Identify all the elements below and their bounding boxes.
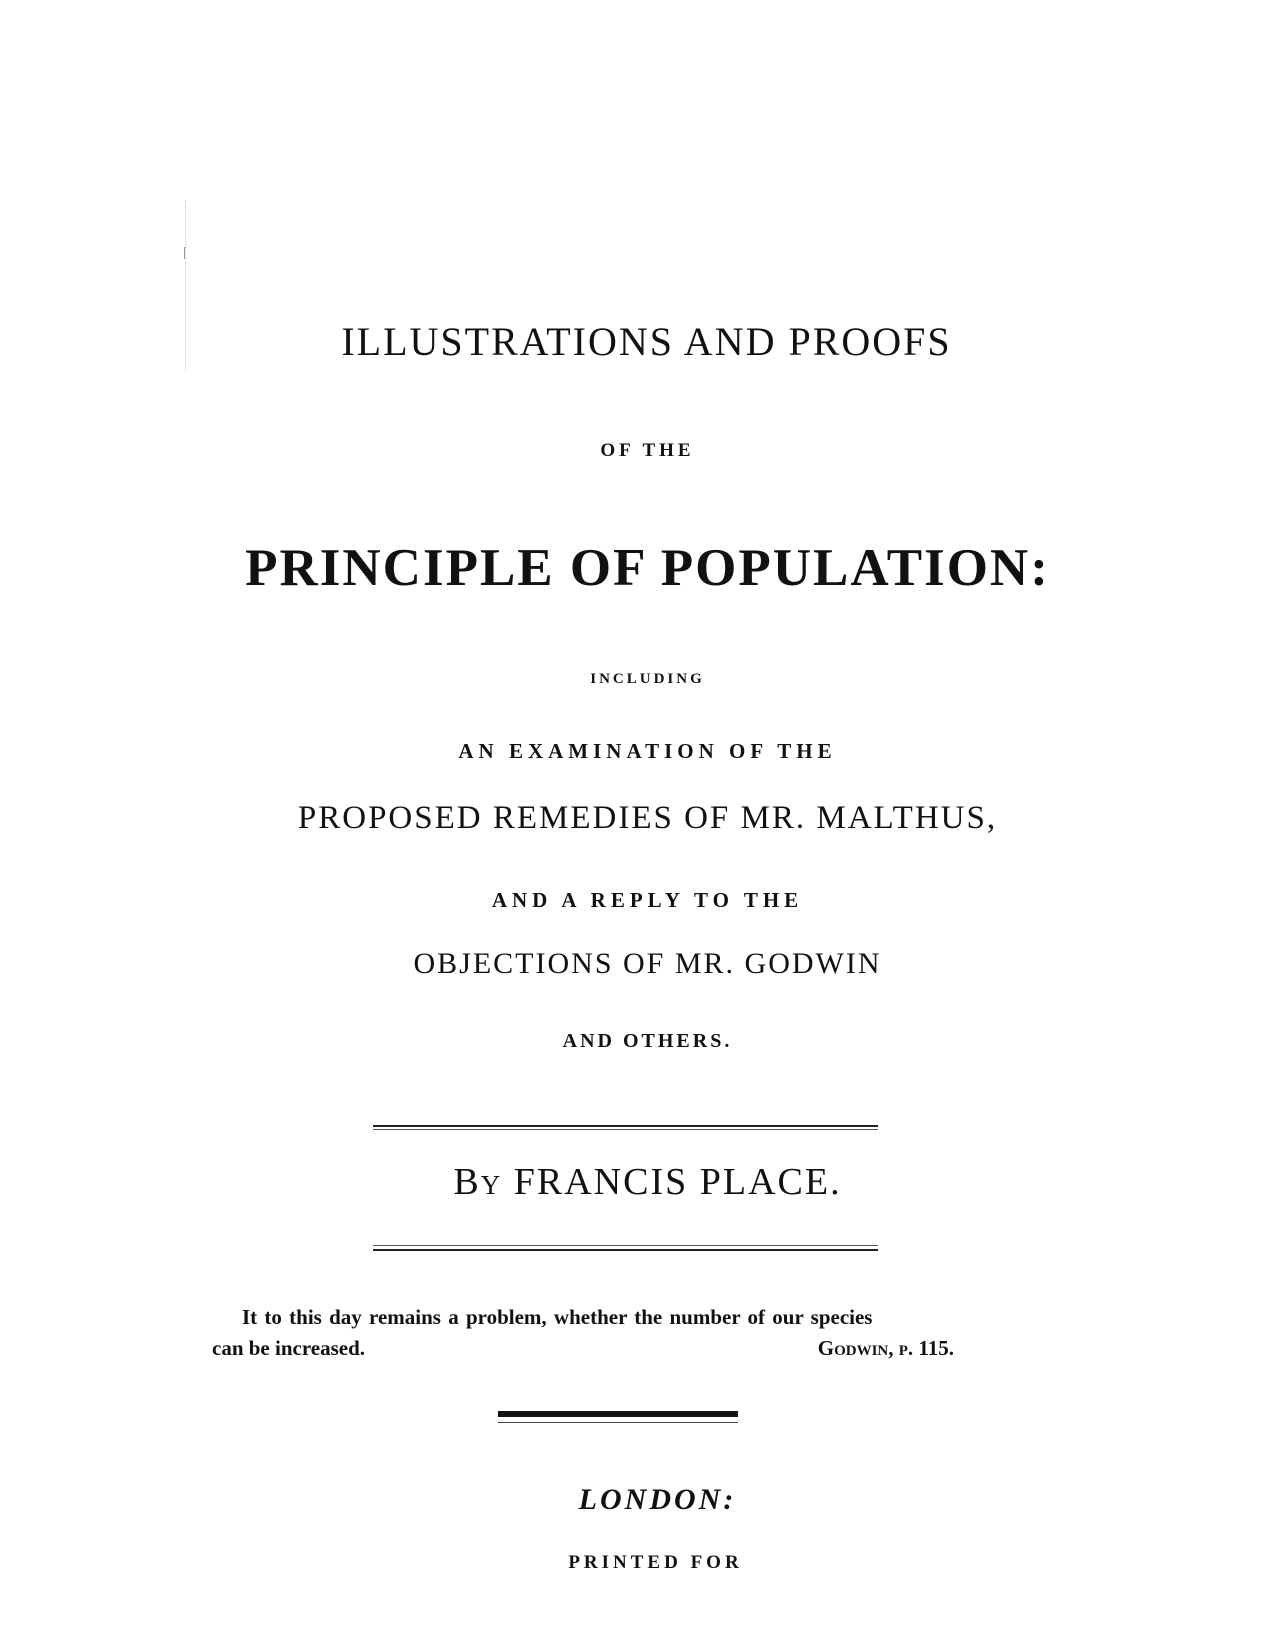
divider-rule-lower-thin	[373, 1245, 878, 1246]
title-line-including: INCLUDING	[590, 671, 705, 687]
ornamental-rule-thick	[498, 1411, 738, 1417]
title-line-malthus: PROPOSED REMEDIES OF MR. MALTHUS,	[297, 800, 998, 836]
title-line-godwin: OBJECTIONS OF MR. GODWIN	[413, 947, 882, 980]
ornamental-rule-thin	[498, 1422, 738, 1423]
title-line-illustrations: ILLUSTRATIONS AND PROOFS	[341, 319, 952, 364]
epigraph-line-1: It to this day remains a problem, whether the number of our species	[242, 1305, 873, 1329]
margin-tick	[184, 247, 185, 259]
divider-rule-upper	[373, 1125, 878, 1127]
imprint-city: LONDON:	[578, 1483, 737, 1516]
title-line-reply: AND A REPLY TO THE	[491, 888, 804, 912]
epigraph-line-2-text: can be increased.	[212, 1336, 366, 1360]
divider-rule-upper-thin	[373, 1129, 878, 1130]
author-name: FRANCIS PLACE.	[513, 1161, 842, 1203]
divider-rule-lower	[373, 1249, 878, 1251]
imprint-printed-for: PRINTED FOR	[568, 1552, 743, 1573]
title-line-examination: AN EXAMINATION OF THE	[458, 739, 837, 763]
author-line	[0, 1160, 1275, 1204]
epigraph	[212, 1302, 1002, 1364]
title-line-others: AND OTHERS.	[562, 1030, 733, 1052]
epigraph-line-2	[212, 1333, 1002, 1364]
author-prefix: By	[453, 1161, 503, 1203]
title-line-of-the: OF THE	[600, 440, 695, 461]
epigraph-source: Godwin, p. 115.	[817, 1336, 954, 1360]
main-title: PRINCIPLE OF POPULATION:	[245, 539, 1050, 597]
